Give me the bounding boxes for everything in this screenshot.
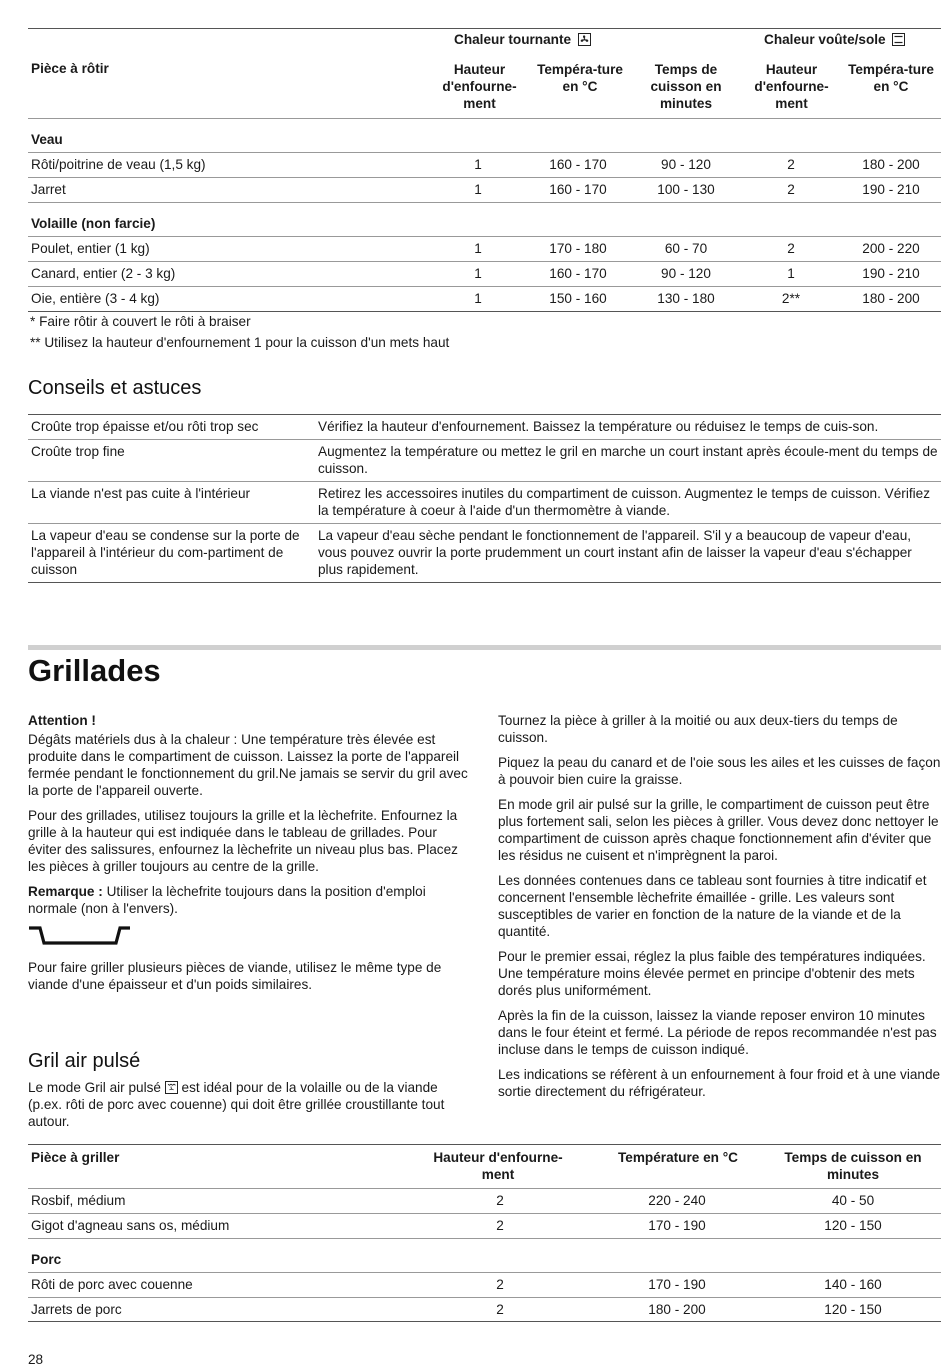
cell-temp: 220 - 240 bbox=[648, 1193, 706, 1208]
cell-temp: 180 - 200 bbox=[648, 1302, 706, 1317]
cell-temp-1: 160 - 170 bbox=[549, 157, 607, 172]
right-column bbox=[498, 712, 941, 1108]
table-row bbox=[28, 286, 941, 312]
cell-time: 120 - 150 bbox=[824, 1218, 882, 1233]
cell-height-2: 2 bbox=[787, 157, 795, 172]
paragraph: Après la fin de la cuisson, laissez la viande reposer environ 10 minutes dans le four éteint et fermé. La période de repos recommandée n'est pas incluse dans le temps de cuisson indiqué. bbox=[498, 1008, 937, 1057]
cell-height-2: 2 bbox=[787, 241, 795, 256]
cell-piece: Jarrets de porc bbox=[31, 1302, 122, 1317]
tip-solution: Vérifiez la hauteur d'enfournement. Baissez la température ou réduisez le temps de cuis-son. bbox=[318, 419, 879, 434]
paragraph: Les indications se réfèrent à un enfournement à four froid et à une viande sortie directement du réfrigérateur. bbox=[498, 1067, 941, 1099]
section-heading: Veau bbox=[28, 118, 941, 152]
col-header-time: Temps de cuisson en minutes bbox=[784, 1150, 922, 1182]
table-row bbox=[28, 1188, 941, 1213]
group-header-convection: Chaleur tournante bbox=[454, 32, 591, 49]
section-divider bbox=[28, 645, 941, 650]
cell-temp-2: 180 - 200 bbox=[862, 291, 920, 306]
attention-text: Dégâts matériels dus à la chaleur : Une température très élevée est produite dans le compartiment de cuisson. Laissez la porte de l'appareil fermée pendant le fonctionnement du gril.Ne jamais se servir du gril avec la porte de l'appareil ouverte. bbox=[28, 732, 468, 798]
table-row bbox=[28, 236, 941, 260]
remark bbox=[28, 883, 468, 917]
tip-problem: Croûte trop fine bbox=[31, 444, 125, 459]
gril-text-a: Le mode Gril air pulsé bbox=[28, 1080, 161, 1095]
cell-time: 40 - 50 bbox=[831, 1193, 875, 1208]
grill-table-header bbox=[28, 1145, 941, 1188]
cell-height-2: 2** bbox=[781, 291, 801, 306]
roast-table-header bbox=[28, 29, 941, 117]
cell-piece: Poulet, entier (1 kg) bbox=[31, 241, 150, 256]
cell-height-1: 1 bbox=[474, 291, 482, 306]
attention-label: Attention ! bbox=[28, 713, 96, 728]
tip-problem: La vapeur d'eau se condense sur la porte de l'appareil à l'intérieur du com-partiment de cuisson bbox=[31, 528, 300, 577]
left-column bbox=[28, 712, 468, 1001]
cell-time: 140 - 160 bbox=[824, 1277, 882, 1292]
cell-time: 130 - 180 bbox=[657, 291, 715, 306]
paragraph: En mode gril air pulsé sur la grille, le compartiment de cuisson peut être plus fortement sali, selon les pièces à griller. Vous devez donc nettoyer le compartiment de cuisson après chaque fonctionnement afin d'éviter que les résidus ne cuisent et n'imprègnent la paroi. bbox=[498, 797, 939, 863]
table-row bbox=[28, 261, 941, 285]
cell-time: 120 - 150 bbox=[824, 1302, 882, 1317]
remark-text: Utiliser la lèchefrite toujours dans la position d'emploi normale (non à l'envers). bbox=[28, 884, 426, 916]
gril-heading: Gril air pulsé bbox=[28, 1050, 141, 1072]
cell-piece: Rôti de porc avec couenne bbox=[31, 1277, 193, 1292]
table-row bbox=[28, 177, 941, 201]
page-title: Grillades bbox=[28, 653, 161, 688]
cell-height-1: 1 bbox=[474, 266, 482, 281]
top-bottom-heat-icon bbox=[892, 33, 905, 46]
paragraph: Pour des grillades, utilisez toujours la grille et la lèchefrite. Enfournez la grille à la hauteur qui est indiquée dans le tableau de grillades. Pour éviter des salissures, enfournez la lèchefrite un niveau plus bas. Placez les pièces à griller toujours au centre de la grille. bbox=[28, 808, 458, 874]
cell-piece: Jarret bbox=[31, 182, 66, 197]
cell-temp-1: 160 - 170 bbox=[549, 182, 607, 197]
table-row bbox=[28, 1213, 941, 1238]
cell-temp-1: 160 - 170 bbox=[549, 266, 607, 281]
cell-height-2: 2 bbox=[787, 182, 795, 197]
col-header-temp-2: Tempéra-ture en °C bbox=[848, 62, 934, 94]
cell-temp-1: 150 - 160 bbox=[549, 291, 607, 306]
cell-temp: 170 - 190 bbox=[648, 1277, 706, 1292]
paragraph: Piquez la peau du canard et de l'oie sous les ailes et les cuisses de façon à pouvoir bien cuire la graisse. bbox=[498, 755, 941, 787]
tip-row bbox=[28, 523, 941, 582]
tip-row bbox=[28, 481, 941, 523]
drip-tray-icon bbox=[28, 925, 468, 955]
paragraph: Les données contenues dans ce tableau sont fournies à titre indicatif et concernent l'ensemble lèchefrite émaillée - grille. Les valeurs sont susceptibles de varier en fonction de la nature de la viande et de la quantité. bbox=[498, 873, 927, 939]
gril-text-b: est idéal pour de la volaille ou de la viande (p.ex. rôti de porc avec couenne) qui doit être grillée croustillante tout autour. bbox=[28, 1080, 445, 1129]
tips-heading: Conseils et astuces bbox=[28, 377, 202, 399]
section-heading: Volaille (non farcie) bbox=[28, 202, 941, 236]
cell-piece: Canard, entier (2 - 3 kg) bbox=[31, 266, 176, 281]
cell-temp-2: 190 - 210 bbox=[862, 266, 920, 281]
cell-time: 90 - 120 bbox=[661, 266, 711, 281]
cell-height: 2 bbox=[496, 1277, 504, 1292]
tip-problem: Croûte trop épaisse et/ou rôti trop sec bbox=[31, 419, 259, 434]
col-header-height-2: Hauteur d'enfourne-ment bbox=[754, 62, 829, 111]
cell-height-1: 1 bbox=[474, 241, 482, 256]
paragraph: Pour faire griller plusieurs pièces de viande, utilisez le même type de viande d'une épaisseur et d'un poids similaires. bbox=[28, 960, 442, 992]
fan-heat-icon bbox=[578, 33, 591, 46]
tip-solution: La vapeur d'eau sèche pendant le fonctionnement de l'appareil. S'il y a beaucoup de vapeur d'eau, vous pouvez ouvrir la porte prudemment un court instant afin de laisser la vapeur d'eau s'échapper plus rapidement. bbox=[318, 528, 912, 577]
paragraph: Pour le premier essai, réglez la plus faible des températures indiquées. Une température moins élevée permet en principe d'obtenir des mets dorés plus uniformément. bbox=[498, 949, 926, 998]
tip-row bbox=[28, 439, 941, 481]
cell-temp-2: 190 - 210 bbox=[862, 182, 920, 197]
cell-temp-1: 170 - 180 bbox=[549, 241, 607, 256]
col-header-piece: Pièce à rôtir bbox=[31, 61, 109, 76]
cell-time: 60 - 70 bbox=[664, 241, 708, 256]
gril-text bbox=[28, 1079, 468, 1138]
grill-table bbox=[28, 1144, 941, 1317]
cell-piece: Rosbif, médium bbox=[31, 1193, 126, 1208]
cell-time: 90 - 120 bbox=[661, 157, 711, 172]
roast-table bbox=[28, 28, 941, 306]
col-header-temp: Température en °C bbox=[617, 1150, 738, 1165]
col-header-height-1: Hauteur d'enfourne-ment bbox=[442, 62, 517, 111]
cell-temp-2: 180 - 200 bbox=[862, 157, 920, 172]
cell-temp-2: 200 - 220 bbox=[862, 241, 920, 256]
section-heading: Porc bbox=[28, 1238, 941, 1272]
col-header-height: Hauteur d'enfourne-ment bbox=[433, 1150, 563, 1182]
cell-height: 2 bbox=[496, 1302, 504, 1317]
cell-time: 100 - 130 bbox=[657, 182, 715, 197]
cell-height-1: 1 bbox=[474, 182, 482, 197]
footnote: * Faire rôtir à couvert le rôti à braiser bbox=[30, 314, 251, 329]
cell-height: 2 bbox=[496, 1193, 504, 1208]
col-header-temp-1: Tempéra-ture en °C bbox=[537, 62, 623, 94]
paragraph: Tournez la pièce à griller à la moitié ou aux deux-tiers du temps de cuisson. bbox=[498, 713, 898, 745]
tip-row bbox=[28, 415, 941, 439]
group-header-top-bottom-heat: Chaleur voûte/sole bbox=[764, 32, 905, 49]
page-number: 28 bbox=[28, 1352, 44, 1367]
table-row bbox=[28, 152, 941, 176]
table-row bbox=[28, 1297, 941, 1322]
circotherm-grill-icon bbox=[165, 1081, 178, 1094]
cell-temp: 170 - 190 bbox=[648, 1218, 706, 1233]
cell-piece: Rôti/poitrine de veau (1,5 kg) bbox=[31, 157, 206, 172]
tips-table bbox=[28, 414, 941, 583]
col-header-time: Temps de cuisson en minutes bbox=[650, 62, 722, 111]
tip-solution: Retirez les accessoires inutiles du compartiment de cuisson. Augmentez le temps de cuisson. Vérifiez la température à coeur à l'aide d'un thermomètre à viande. bbox=[318, 486, 931, 518]
col-header-piece: Pièce à griller bbox=[31, 1150, 120, 1165]
cell-height: 2 bbox=[496, 1218, 504, 1233]
cell-height-1: 1 bbox=[474, 157, 482, 172]
remark-label: Remarque : bbox=[28, 884, 103, 899]
cell-piece: Gigot d'agneau sans os, médium bbox=[31, 1218, 230, 1233]
table-row bbox=[28, 1272, 941, 1297]
footnote: ** Utilisez la hauteur d'enfournement 1 pour la cuisson d'un mets haut bbox=[30, 335, 450, 350]
tip-problem: La viande n'est pas cuite à l'intérieur bbox=[31, 486, 251, 501]
cell-piece: Oie, entière (3 - 4 kg) bbox=[31, 291, 160, 306]
cell-height-2: 1 bbox=[787, 266, 795, 281]
tip-solution: Augmentez la température ou mettez le gril en marche un court instant après écoule-ment du temps de cuisson. bbox=[318, 444, 938, 476]
